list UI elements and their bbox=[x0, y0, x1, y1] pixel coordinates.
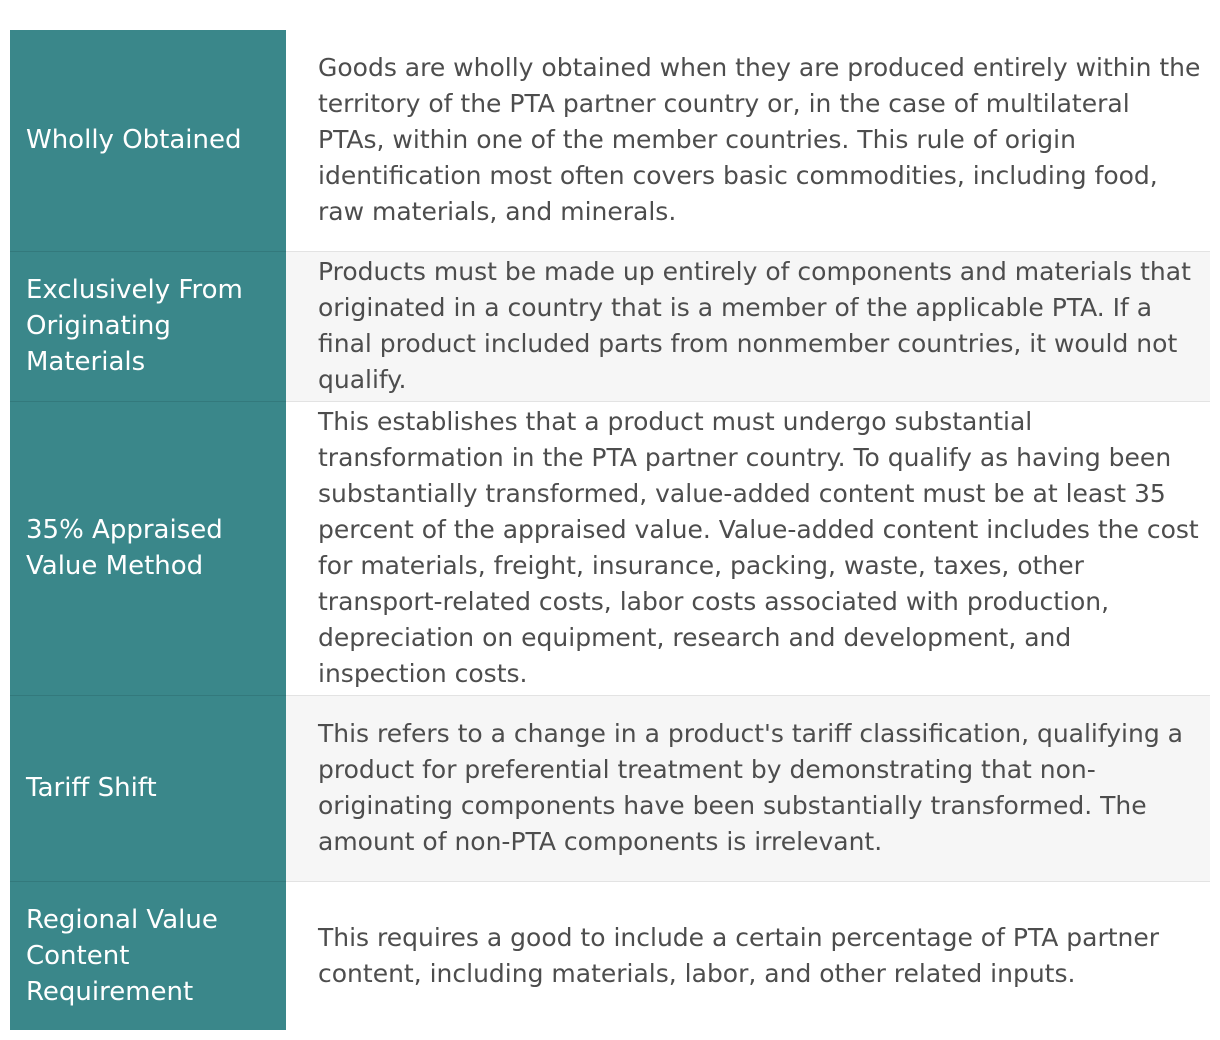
rule-description: Goods are wholly obtained when they are produced entirely within the territory of the PTA partner country or, in the case of multilateral PTAs, within one of the member countries. This rule of origin identification most often covers basic commodities, including food, raw materials, and minerals. bbox=[286, 30, 1210, 251]
rule-term: Exclusively From Originating Materials bbox=[10, 251, 286, 401]
table-row bbox=[10, 401, 1210, 695]
rule-description: Products must be made up entirely of components and materials that originated in a country that is a member of the applicable PTA. If a final product included parts from nonmember countries, it would not qualify. bbox=[286, 251, 1210, 401]
rule-description: This refers to a change in a product's tariff classification, qualifying a product for preferential treatment by demonstrating that non-originating components have been substantially transformed. The amount of non-PTA components is irrelevant. bbox=[286, 695, 1210, 881]
rule-term: Tariff Shift bbox=[10, 695, 286, 881]
table-row bbox=[10, 251, 1210, 401]
rule-description: This requires a good to include a certain percentage of PTA partner content, including materials, labor, and other related inputs. bbox=[286, 881, 1210, 1030]
rule-term: Regional Value Content Requirement bbox=[10, 881, 286, 1030]
rule-description: This establishes that a product must undergo substantial transformation in the PTA partner country. To qualify as having been substantially transformed, value-added content must be at least 35 percent of the appraised value. Value-added content includes the cost for materials, freight, insurance, packing, waste, taxes, other transport-related costs, labor costs associated with production, depreciation on equipment, research and development, and inspection costs. bbox=[286, 401, 1210, 695]
table-row bbox=[10, 30, 1210, 251]
table-row bbox=[10, 881, 1210, 1030]
rule-term: 35% Appraised Value Method bbox=[10, 401, 286, 695]
table-row bbox=[10, 695, 1210, 881]
rules-of-origin-table bbox=[10, 30, 1210, 1030]
rule-term: Wholly Obtained bbox=[10, 30, 286, 251]
